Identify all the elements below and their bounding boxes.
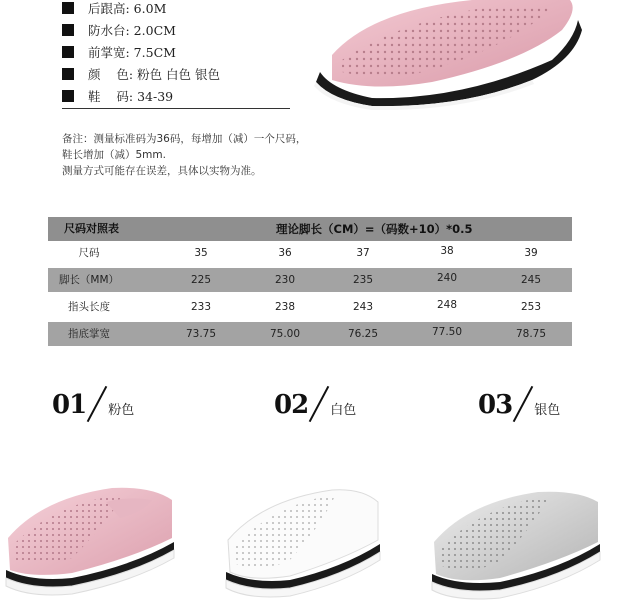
spec-text: 防水台: 2.0CM (88, 23, 176, 38)
color-number: 01 (52, 390, 87, 420)
table-row (48, 322, 572, 346)
color-name: 白色 (330, 403, 357, 418)
size-note (62, 131, 306, 179)
table-cell: 243 (352, 301, 374, 313)
bullet-square-icon (62, 24, 74, 36)
table-cell: 240 (436, 272, 458, 284)
table-cell: 78.75 (515, 328, 547, 340)
bullet-square-icon (62, 2, 74, 14)
table-header-row (48, 217, 572, 241)
table-cell: 76.25 (347, 328, 379, 340)
table-cell: 36 (278, 247, 292, 259)
table-cell: 77.50 (431, 326, 463, 338)
row-label: 尺码 (78, 247, 100, 259)
note-line: 鞋长增加（减）5mm. (62, 149, 166, 161)
spec-colors (62, 63, 220, 85)
color-name: 粉色 (108, 403, 135, 418)
color-label-white (274, 386, 356, 420)
spec-text: 后跟高: 6.0M (88, 1, 167, 16)
spec-divider (62, 108, 290, 109)
bullet-square-icon (62, 68, 74, 80)
pink-shoe-image (2, 478, 178, 608)
table-cell: 245 (520, 274, 542, 286)
bullet-square-icon (62, 90, 74, 102)
bullet-square-icon (62, 46, 74, 58)
table-cell: 230 (274, 274, 296, 286)
table-cell: 37 (356, 247, 370, 259)
spec-forefoot-width (62, 41, 176, 63)
color-label-pink (52, 386, 134, 420)
slash-divider (86, 386, 108, 420)
table-cell: 39 (524, 247, 538, 259)
table-cell: 248 (436, 299, 458, 311)
white-shoe-image (222, 484, 382, 608)
pink-shoe-top-image (312, 0, 582, 110)
spec-heel-height (62, 0, 166, 19)
table-cell: 35 (194, 247, 208, 259)
table-cell: 225 (190, 274, 212, 286)
table-cell: 38 (440, 245, 454, 257)
spec-text: 前掌宽: 7.5CM (88, 45, 176, 60)
row-label: 指底掌宽 (68, 328, 110, 340)
row-label: 脚长（MM） (58, 274, 120, 286)
table-row (48, 268, 572, 292)
color-number: 03 (478, 390, 513, 420)
spec-text: 鞋 码: 34-39 (88, 89, 174, 104)
table-cell: 235 (352, 274, 374, 286)
silver-shoe-image (428, 486, 604, 608)
color-label-silver (478, 386, 560, 420)
table-title: 尺码对照表 (64, 222, 119, 235)
table-cell: 233 (190, 301, 212, 313)
spec-text: 颜 色: 粉色 白色 银色 (88, 67, 221, 82)
table-formula: 理论脚长（CM）=（码数+10）*0.5 (276, 222, 473, 236)
size-chart-table (48, 217, 572, 346)
color-name: 银色 (534, 403, 561, 418)
table-row (48, 241, 572, 265)
slash-divider (512, 386, 534, 420)
table-row (48, 295, 572, 319)
table-cell: 253 (520, 301, 542, 313)
slash-divider (308, 386, 330, 420)
table-cell: 75.00 (269, 328, 301, 340)
spec-sizes (62, 85, 173, 107)
note-line: 测量方式可能存在误差，具体以实物为准。 (62, 165, 262, 177)
table-cell: 73.75 (185, 328, 217, 340)
row-label: 指头长度 (68, 301, 110, 313)
note-line: 备注：测量标准码为36码，每增加（减）一个尺码， (62, 133, 307, 145)
spec-platform (62, 19, 176, 41)
table-cell: 238 (274, 301, 296, 313)
color-number: 02 (274, 390, 309, 420)
